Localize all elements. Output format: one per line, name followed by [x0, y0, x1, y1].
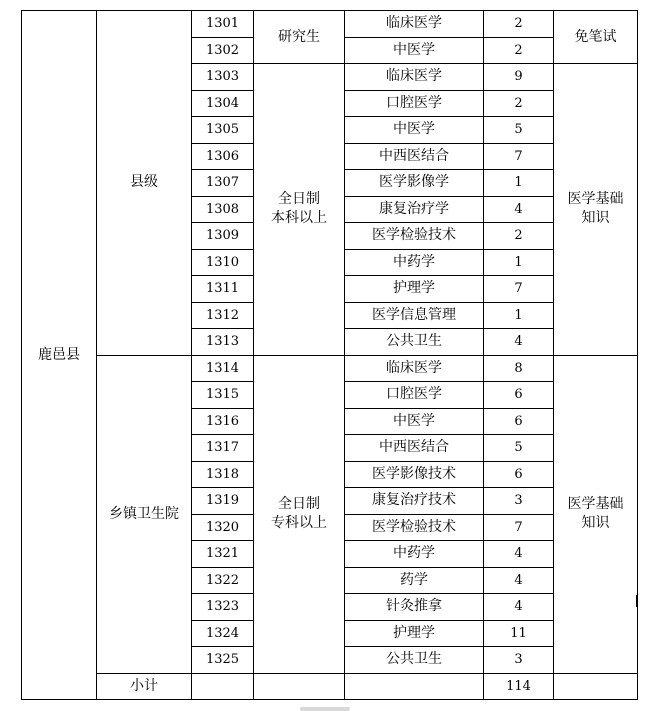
recruit-count: 7: [484, 143, 554, 170]
major-name: 中医学: [345, 117, 484, 144]
recruit-count: 4: [484, 196, 554, 223]
recruit-count: 2: [484, 11, 554, 38]
education-grad-cell: 研究生: [254, 11, 345, 64]
position-code: 1322: [192, 567, 254, 594]
table-body: [22, 11, 638, 700]
major-name: 医学检验技术: [345, 223, 484, 250]
recruit-count: 8: [484, 355, 554, 382]
position-code: 1320: [192, 514, 254, 541]
position-code: 1304: [192, 90, 254, 117]
major-name: 医学信息管理: [345, 302, 484, 329]
subtotal-empty-code: [192, 673, 254, 700]
position-code: 1311: [192, 276, 254, 303]
subtotal-empty-exam: [554, 673, 638, 700]
recruitment-table: [21, 10, 638, 700]
major-name: 医学检验技术: [345, 514, 484, 541]
position-code: 1319: [192, 488, 254, 515]
exam-basic-cell-township: 医学基础 知识: [554, 355, 638, 673]
recruit-count: 4: [484, 567, 554, 594]
position-code: 1309: [192, 223, 254, 250]
recruit-count: 2: [484, 90, 554, 117]
recruit-count: 11: [484, 620, 554, 647]
recruit-count: 7: [484, 514, 554, 541]
recruit-count: 3: [484, 488, 554, 515]
position-code: 1307: [192, 170, 254, 197]
position-code: 1315: [192, 382, 254, 409]
level-county-cell: 县级: [97, 11, 192, 356]
subtotal-row: [22, 673, 638, 700]
recruit-count: 6: [484, 461, 554, 488]
position-code: 1312: [192, 302, 254, 329]
county-cell: 鹿邑县: [22, 11, 97, 700]
position-code: 1301: [192, 11, 254, 38]
subtotal-empty-edu: [254, 673, 345, 700]
scroll-indicator: [300, 707, 350, 711]
position-code: 1305: [192, 117, 254, 144]
recruit-count: 4: [484, 329, 554, 356]
position-code: 1316: [192, 408, 254, 435]
recruit-count: 6: [484, 408, 554, 435]
recruit-count: 2: [484, 37, 554, 64]
position-code: 1310: [192, 249, 254, 276]
recruit-count: 4: [484, 594, 554, 621]
recruit-count: 1: [484, 302, 554, 329]
recruit-count: 9: [484, 64, 554, 91]
major-name: 中西医结合: [345, 435, 484, 462]
major-name: 临床医学: [345, 355, 484, 382]
position-code: 1303: [192, 64, 254, 91]
recruit-count: 1: [484, 170, 554, 197]
major-name: 康复治疗技术: [345, 488, 484, 515]
position-code: 1318: [192, 461, 254, 488]
table-row: [22, 11, 638, 38]
exam-basic-cell-county: 医学基础 知识: [554, 64, 638, 356]
major-name: 公共卫生: [345, 329, 484, 356]
major-name: 中药学: [345, 541, 484, 568]
major-name: 口腔医学: [345, 90, 484, 117]
position-code: 1323: [192, 594, 254, 621]
major-name: 护理学: [345, 276, 484, 303]
major-name: 公共卫生: [345, 647, 484, 674]
position-code: 1306: [192, 143, 254, 170]
subtotal-value: 114: [484, 673, 554, 700]
subtotal-empty-major: [345, 673, 484, 700]
major-name: 中医学: [345, 37, 484, 64]
major-name: 医学影像技术: [345, 461, 484, 488]
major-name: 中西医结合: [345, 143, 484, 170]
position-code: 1321: [192, 541, 254, 568]
major-name: 康复治疗学: [345, 196, 484, 223]
position-code: 1324: [192, 620, 254, 647]
level-township-cell: 乡镇卫生院: [97, 355, 192, 673]
major-name: 口腔医学: [345, 382, 484, 409]
major-name: 临床医学: [345, 11, 484, 38]
text-cursor: [636, 595, 638, 607]
position-code: 1308: [192, 196, 254, 223]
exam-exempt-cell: 免笔试: [554, 11, 638, 64]
major-name: 药学: [345, 567, 484, 594]
major-name: 护理学: [345, 620, 484, 647]
recruit-count: 4: [484, 541, 554, 568]
table-row: [22, 355, 638, 382]
recruit-count: 7: [484, 276, 554, 303]
recruit-count: 5: [484, 117, 554, 144]
position-code: 1302: [192, 37, 254, 64]
education-college-cell: 全日制 专科以上: [254, 355, 345, 673]
position-code: 1325: [192, 647, 254, 674]
recruit-count: 1: [484, 249, 554, 276]
major-name: 中医学: [345, 408, 484, 435]
recruit-count: 3: [484, 647, 554, 674]
position-code: 1313: [192, 329, 254, 356]
major-name: 中药学: [345, 249, 484, 276]
position-code: 1317: [192, 435, 254, 462]
education-bachelor-cell: 全日制 本科以上: [254, 64, 345, 356]
recruit-count: 6: [484, 382, 554, 409]
position-code: 1314: [192, 355, 254, 382]
subtotal-label: 小计: [97, 673, 192, 700]
major-name: 医学影像学: [345, 170, 484, 197]
recruit-count: 2: [484, 223, 554, 250]
major-name: 临床医学: [345, 64, 484, 91]
major-name: 针灸推拿: [345, 594, 484, 621]
recruit-count: 5: [484, 435, 554, 462]
